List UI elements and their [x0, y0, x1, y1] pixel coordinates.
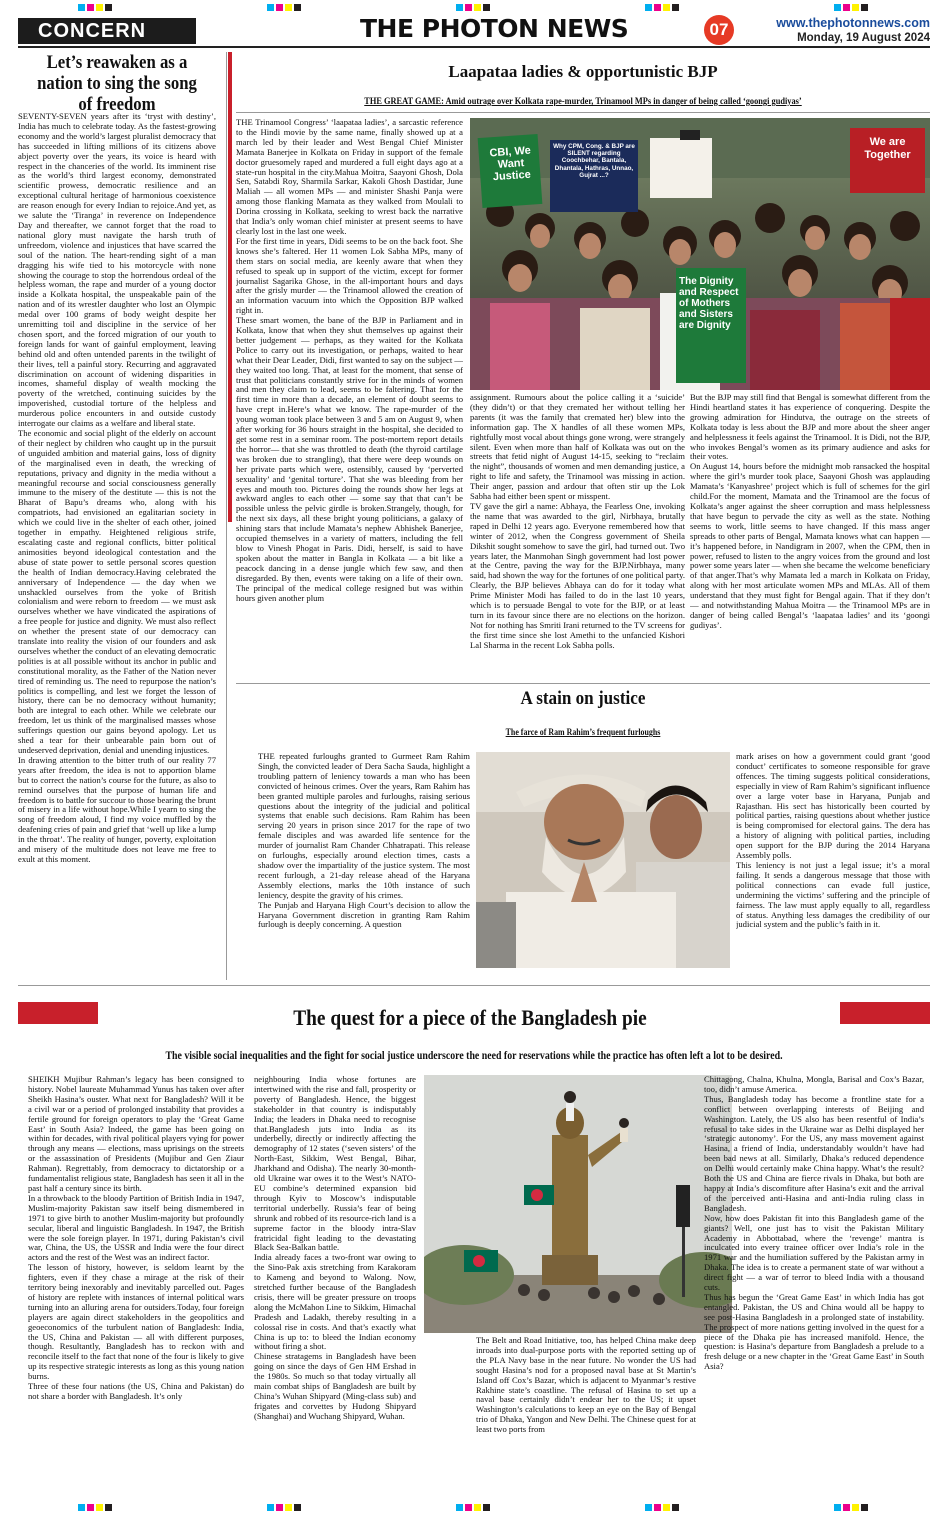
stain-column-1	[258, 752, 470, 972]
placard-cbi: CBI, We Want Justice	[489, 144, 532, 184]
masthead	[0, 12, 945, 48]
column-divider	[226, 52, 227, 980]
paragraph: neighbouring India whose fortunes are intertwined with the rise and fall, prosperity or poverty of Bangladesh. Hence, the biggest stakeholder in that country is indisputably India; the leaders in Dhaka need to recognise that.Bangladesh juts into India as its underbelly, directly or indirectly affecting the demography of 12 states (‘seven sisters’ of the North-East, Sikkim, West Bengal, Bihar, Jharkhand and Odisha). The nearly 30-month-old Ukraine war owes it to the West’s NATO-EU combine’s determined expansion bid through Kyiv to Moscow’s indisputable territorial underbelly. Russia’s fear of being shrunk and robbed of its resource-rich land is a supreme factor in the bloody intra-Slav fratricidal fight leading to the devastating Black Sea-Balkan battle.	[254, 1075, 416, 1253]
headline-accent-right	[840, 1002, 930, 1024]
editorial-freedom	[18, 52, 216, 980]
paragraph: The economic and social plight of the elderly on account of their neglect by children who caught up in the pursuit of unguided ambition and material gains, loss of dignity of the marginalised even in death, the wrecking of reputations, privacy and dignity in the media without a meaningful recourse and social consciousness generally immune to the misery of the destitute — this is not the Bharat of Bapu’s dreams who, along with his compatriots, had envisioned an egalitarian society in which we could live in the shelter of each other, joined together in empathy. Heightened religious strife, escalating caste and regional conflicts, bitter political animosities beyond ideological contestation and the abuse of state power to settle personal scores question the health of Indian democracy.Having celebrated the anniversary of Independence — the day when we unshackled ourselves from the yoke of British colonialism and were reborn to freedom — we must ask ourselves whether we have vindicated the aspirations of a free people for justice and dignity. We must also reflect on whether the present state of our democracy can translate into reality the vision of our founders and ask ourselves whether the conduct of an elevating democratic polities is at all possible without its anchor in public and constitutional morality, as the Father of the Nation never tired of reminding us. The need to repurpose the nation’s politics is compelling, and lest we forget the lesson of history, there can be no democracy without humanity; both are integral to each other. While we celebrate our freedom, let us think of the marginalised masses whose sufferings question our gains beyond apology. Let us shed a tear for their unbearable pain born out of undeserved deprivation, denial and unending injustices.	[18, 428, 216, 755]
section-rule	[236, 683, 930, 684]
stain-kicker: The farce of Ram Rahim’s frequent furloughs	[505, 727, 661, 737]
placard-silent: Why CPM, Cong. & BJP are SILENT regarding Coochbehar, Bantala, Dhantala, Hathras, Unnao, Gujrat ...?	[553, 143, 635, 179]
section-tab: CONCERN	[18, 18, 196, 44]
paragraph: The lesson of history, however, is seldom learnt by the fighters, even if they chase a mirage at the risk of their territory being inexorably and inevitably parcelled out. Pages of history are replete with instances of internal political wars turning into an alluring arena for outsiders.Today, four foreign players are again direct stakeholders in the geopolitics and geoeconomics of the turbulent nation of Bangladesh: India, the US, China and Pakistan — all with different purposes, though. Resultantly, Bangladesh has to reckon with and reconcile itself to the fact that none of the four is likely to give up its respective strategic interests as long as this young nation burns.	[28, 1262, 244, 1382]
paragraph: Three of these four nations (the US, China and Pakistan) do not share a border with Bangladesh. It’s only	[28, 1381, 244, 1401]
bangladesh-column-3	[476, 1336, 696, 1493]
statue-protest-photo	[424, 1075, 732, 1333]
placard-dignity: The Dignity and Respect of Mothers and Sisters are Dignity	[679, 276, 739, 331]
bangladesh-headline: The quest for a piece of the Bangladesh pie	[293, 1005, 647, 1030]
protest-march-photo	[470, 118, 930, 390]
newspaper-name: THE PHOTON NEWS	[360, 14, 629, 43]
bangladesh-column-2	[254, 1075, 416, 1493]
paragraph: Thus has begun the ‘Great Game East’ in which India has got entangled. Pakistan, the US and China would all be happy to see post-Hasina Bangladesh in a prolonged state of instability. The prospect of more nations getting involved in the quest for a piece of the Dhaka pie has increased manifold. Hence, the question: is Hasina’s departure from Bangladesh a prelude to a fresh deluge or a new chapter in the ‘Great Game East’ in South Asia?	[704, 1291, 924, 1372]
paragraph: THE Trinamool Congress’ ‘laapataa ladies’, a sarcastic reference to the Hindi movie by the same name, finally showed up at a march led by their leader and West Bengal Chief Minister Mamata Banerjee in Kolkata on Friday in support of the female doctor gruesomely raped and murdered a full eight days ago at a state-run hospital in the city.Mahua Moitra, Saayoni Ghosh, Dola Sen, Satabdi Roy, Sharmila Sarkar, Kakoli Ghosh Dastidar, June Maliah — all women MPs — and minister Shashi Panja were among those flanking Mamata as they walked from Moulali to Dorina crossing in Kolkata, seeking to wrest back the narrative that India’s only woman chief minister at present seems to have clearly lost in the last one week.	[236, 118, 463, 236]
placard-together: We are Together	[864, 136, 911, 161]
editorial-body	[18, 112, 216, 980]
bangladesh-column-1	[28, 1075, 244, 1493]
issue-date: Monday, 19 August 2024	[797, 32, 930, 44]
paragraph: SHEIKH Mujibur Rahman’s legacy has been consigned to history. Nobel laureate Muhammad Yunus has taken over after Sheikh Hasina’s ouster. What next for Bangladesh? Will it be a civil war or a period of prolonged instability that provides a fertile ground for foreign operators to play the ‘Great Game East’ in South Asia? Indeed, the game has been going on within for decades, with rival political players vying for power through any means — elections, mass uprisings on the streets or the assassination of Presidents (Mujibur and Gen Ziaur Rahman). Regrettably, from democracy to dictatorship or a fundamentalist religious state, Bangladesh has seen it all in the past half a century since its birth.	[28, 1075, 244, 1193]
page-rule	[18, 985, 930, 986]
paragraph: TV gave the girl a name: Abhaya, the Fearless One, invoking the name that was awarded to the girl, Nirbhaya, brutally raped in Delhi 12 years ago. Everyone remembered how that winter of 2012, when the Congress government of Sheila Dikshit sought somehow to save the girl, had turned out. Two years later, the Manmohan Singh government had lost power at the Centre, paving the way for the BJP.Nirbhaya, many said, had shown the way for the fortunes of one political party. Clearly, the BJP believes Abhaya can do for it today what Prime Minister Modi has failed to do in the last 10 years, which is to persuade Bengal to vote for the BJP, or at least turn in its favour since there are no elections on the horizon. Not for nothing has Smriti Irani returned to the TV screens for the first time since she lost Amethi to the unfancied Kishori Lal Sharma in the recent Lok Sabha polls.	[470, 500, 685, 650]
headline-accent-left	[18, 1002, 98, 1024]
stain-column-3	[736, 752, 930, 972]
paragraph: India already faces a two-front war owing to the Sino-Pak axis stretching from Karakoram to Kameng and beyond to Walong. Now, stretched further because of the Bangladesh crisis, there will be greater pressure on troops along the McMahon Line to Sikkim, Himachal Pradesh and Ladakh, thereby resulting in a colossal rise in costs. And that’s exactly what China is up to: to bleed the Indian economy without firing a shot.	[254, 1252, 416, 1352]
paragraph: On August 14, hours before the midnight mob ransacked the hospital where the girl’s murder took place, Saayoni Ghosh was applauding Mamata’s ‘Kanyashree’ project which is full of schemes for the girl child.For the moment, Mamata and the Trinamool are the focus of Kolkata’s anger against the sheer corruption and mass helplessness that have begun to pervade the city as well as the state. Nothing seems to work, little seems to have changed. If this mass anger spreads to other parts of Bengal, Mamata knows what can happen — it’s happened before, in Nandigram in 2007, when the CPM, then in power, refused to listen to the angry voices from the ground and lost power some years later — when she became the welcome beneficiary of that anger.That’s why Mamata led a march in Kolkata on Friday, along with her most articulate women MPs and MLAs. All of them understand that they must fight for Bengal again. That if they don’t — and notwithstanding Mahua Moitra — the Trinamool MPs are in danger of being called Bengal’s ‘laapataa ladies’ and its ‘goongi gudiyas’.	[690, 461, 930, 630]
bangladesh-column-4	[704, 1075, 924, 1493]
ram-rahim-photo	[476, 752, 730, 968]
registration-marks-bottom	[0, 1500, 945, 1514]
paragraph: THE repeated furloughs granted to Gurmeet Ram Rahim Singh, the convicted leader of Dera Sacha Sauda, highlight a troubling pattern of leniency towards a man who has been convicted of heinous crimes. Over the years, Ram Rahim has been granted multiple paroles and furloughs, raising serious questions about the integrity of the judicial and political systems that enable such decisions. Ram Rahim has been serving 20 years in prison since 2017 for the rape of two female disciples and was awarded life sentence for the murder of journalist Ram Chander Chhatrapati. This release on furloughs, especially around election times, casts a shadow over the impartiality of the justice system. The most recent furlough, a 21-day release ahead of the Haryana Assembly elections, marks the 10th instance of such leniency, despite the gravity of his crimes.	[258, 752, 470, 900]
paragraph: In a throwback to the bloody Partition of British India in 1947, Muslim-majority Pakistan saw itself being dismembered in 1971 to give birth to another Muslim-majority but profoundly secular, liberal and linguistic Bangladesh. In 1947, the British were the sole foreign player. In 1971, during Pakistan’s civil war, China, the US, the USSR and India were the four direct actors and the rest of the West was an indirect factor.	[28, 1192, 244, 1263]
laapataa-column-2	[470, 393, 685, 678]
paragraph: SEVENTY-SEVEN years after its ‘tryst with destiny’, India has much to celebrate today. As the fastest-growing economy and the world’s largest pluralist democracy that has succeeded in lifting millions of its citizens above abject poverty over the years, its voice is heard with respect in the chanceries of the world. Its imminent rise as the world’s third largest economy, demonstrated scientific prowess, democratic resilience and an exceptional cultural heritage of harmonious coexistence are reason enough for every Indian to rejoice.And yet, as we salute the ‘Tiranga’ in reverence on Independence Day and thereafter, we cannot forget that the road to national glory must navigate the harsh truth of unfreedom, violence and injustices that have scarred the soul of the nation. The heart-rending sight of a man dragging his wife tied to his motorcycle with none showing the courage to stop the horrendous ordeal of the helpless woman, the rape and murder of a young doctor inside a Kolkata hospital, the unspeakable pain of the nation and of its wrestler daughter who lost an Olympic medal over 100 grams of body weight despite her unremitting toil and discipline in the service of her chosen sport, and the forced migration of our youth to foreign lands for want of gainful employment, leaving behind old and often untended parents in the twilight of their lives, tell a painful story. Recurring and aggravated discrimination on account of widening disparities in incomes, shameful display of wealth mocking the poverty of the wretched, continuing suicides by the impoverished, custodial torture of the helpless and murderous police encounters in and outside custody interrogate our claims as a welfare and liberal state.	[18, 112, 216, 429]
masthead-rule	[18, 46, 930, 48]
paragraph: This leniency is not just a legal issue; it’s a moral failing. It sends a dangerous message that those with political connections can evade full justice, undermining the victims’ suffering and the principle of fairness. The law must apply equally to all, regardless of status. Anything less damages the credibility of our judicial system and the public’s faith in it.	[736, 859, 930, 930]
laapataa-kicker: THE GREAT GAME: Amid outrage over Kolkata rape-murder, Trinamool MPs in danger of being called ‘goongi gudiyas’	[364, 97, 802, 107]
paragraph: But the BJP may still find that Bengal is somewhat different from the Hindi heartland states it has experience of conquering. Despite the growing admiration for Hindutva, the outrage on the streets of Kolkata today is less about the BJP and more about the sheer anger and helplessness it feels against the Trinamool. It is Didi, not the BJP, who invokes Bengal’s women as its primary audience and asks for their votes.	[690, 393, 930, 462]
paragraph: Thus, Bangladesh today has become a frontline state for a conflict between overlapping interests of Beijing and Washington. Lately, the US also has been resentful of India’s refusal to take sides in the Ukraine war as Delhi displayed her ‘strategic autonomy’. For the US, any mass movement against Hasina, a friend of India, understandably wouldn’t have had been bad news at all. Similarly, Dhaka’s reduced dependence on Delhi would certainly make China happy. What’s the result? Both the US and China are fierce rivals in Dhaka, but both are happy at India’s discomfiture after Hasina’s exit and the arrival of the perceived anti-Hasina and anti-India ruling class in Bangladesh.	[704, 1093, 924, 1213]
paragraph: The Punjab and Haryana High Court’s decision to allow the Haryana Government discretion in granting Ram Rahim furlough is deeply concerning. A question	[258, 899, 470, 930]
paragraph: These smart women, the bane of the BJP in Parliament and in Kolkata, know that when they shut themselves up against their better judgement — perhaps, as they waited for the Kolkata Police to carry out its investigation, or perhaps, waited to hear what their Dear Leader, Didi, first wanted to say on the subject — they waited too long. That, at least for the moment, that sense of trust that politicians constantly strive for in the minds of women and men they claim to lead, seems to be faltering. That for the first time in more than a decade, an element of doubt seems to have crept in.Here’s what we know. The rape-murder of the young woman took place between 3 and 5 am on August 9, when after working for 36 hours straight in the hospital, she decided to get some rest in a seminar room. The post-mortem report details the horror— that she was throttled to death (the thyroid cartilage was broken due to strangling), that there were deep wounds on her private parts which were, ostensibly, caused by ‘perverted sexuality’ and ‘genital torture’. That she was bleeding from her eyes and mouth too. Pictures doing the rounds show her legs at awkward angles to each other — some say that that can’t be possible unless the pelvic girdle is broken.Strangely, though, for the next six days, all these bright young politicians, a galaxy of shining stars that include Mamata’s nephew Abhishek Banerjee, occupied themselves in a variety of matters, including the fell blow to Vinesh Phogat in Paris. Didi, herself, is said to have spoken about the matter in Bangla in Kolkata — a bit like a peacock dancing in a dense jungle which few saw, and then disregarded. By then, events were taking on a life of their own. The principal of the medical college resigned but was within hours given another plum	[236, 315, 463, 603]
laapataa-column-3	[690, 393, 930, 678]
bangladesh-kicker: The visible social inequalities and the fight for social justice underscore the need for reservations while the practice has often left a lot to be desired.	[165, 1050, 783, 1062]
paragraph: Now, how does Pakistan fit into this Bangladesh game of the giants? Well, one just has to visit the Pakistan Military Academy in Abbottabad, where the ‘revenge’ mantra is inculcated into every trainee officer over India’s role in the 1971 war and the humiliation suffered by the Pakistan army in Dhaka. The idea is to create a permanent state of war without a direct fight — a war of terror to bleed India with a thousand cuts.	[704, 1212, 924, 1293]
accent-bar	[228, 52, 232, 522]
laapataa-column-1	[236, 118, 463, 678]
paragraph: mark arises on how a government could grant ‘good conduct’ certificates to someone responsible for grave offences. The timing suggests political considerations, especially in view of Ram Rahim’s significant influence over a large voter base in Haryana, Punjab and Rajasthan. His sect has historically been courted by political parties, raising questions about whether justice is being compromised for electoral gains. The dera has a history of aligning with political parties, including open support for the BJP during the 2014 Haryana Assembly polls.	[736, 752, 930, 861]
headline-rule	[236, 112, 930, 113]
page-number-badge: 07	[704, 15, 734, 45]
paragraph: For the first time in years, Didi seems to be on the back foot. She knows she’s faltered. Her 11 women Lok Sabha MPs, many of them stars on social media, are keenly aware that when they refused to speak up in support of the victim, except for former journalist Sagarika Ghose, in the all-important hours and days after the grisly murder — the Trinamool allowed the creation of an information vacuum into which the Opposition BJP walked right in.	[236, 235, 463, 316]
stain-headline: A stain on justice	[520, 688, 646, 709]
paragraph: The Belt and Road Initiative, too, has helped China make deep inroads into dual-purpose ports with the reported setting up of the PLA Navy base in the near future. No wonder the US had sought Hasina’s nod for a proposed naval base at St Martin’s Island off Cox’s Bazar, which is adjacent to Myanmar’s restive Rakhine state’s coastline. The refusal of Hasina to set up a naval base certainly didn’t endear her to the US; it upset Washington’s calculations to keep an eye on the Bay of Bengal trio of Dhaka, Yangon and New Delhi. The Chinese quest for at least two ports from	[476, 1336, 696, 1435]
editorial-headline: Let’s reawaken as a nation to sing the song of freedom	[37, 52, 197, 115]
paragraph: In drawing attention to the bitter truth of our reality 77 years after freedom, the idea is not to apportion blame but to correct the nation’s course for the future, as also to remind ourselves that the purpose of human life and freedom is to battle for succour to those bearing the brunt of misery in a life without hope.While I yearn to sing the song of freedom aloud, I find my voice muffled by the deafening cries of pain and grief that ‘well up like a lump in the throat’. The reality of hunger, poverty, exploitation and misery of the multitude does not leave me free to exult at this moment.	[18, 754, 216, 864]
paragraph: assignment. Rumours about the police calling it a ‘suicide’ (they didn’t) or that they cremated her without telling her parents (it was the family that cremated her) blew into the information gap. The X handles of all these women MPs, rightfully most vocal about things gone wrong, were strangely silent. Even when more than half of Kolkata was out on the streets that fetid night of August 14-15, seeking to “reclaim the night”, thousands of women and men demanding justice, a right to life and safety, the Trinamool was missing in action. Their anger, passion and ardour that often stir up the Lok Sabha had either been spent or misspent.	[470, 393, 685, 502]
website-link[interactable]: www.thephotonnews.com	[776, 16, 930, 30]
laapataa-headline: Laapataa ladies & opportunistic BJP	[448, 62, 718, 81]
paragraph: Chittagong, Chalna, Khulna, Mongla, Barisal and Cox’s Bazar, too, didn’t amuse America.	[704, 1075, 924, 1094]
paragraph: Chinese stratagems in Bangladesh have been going on since the days of Gen HM Ershad in the 1980s. So much so that today virtually all main combat ships of Bangladesh are built by China’s Wuhan Shipyard (Ming-class sub) and frigates and corvettes by Hudong Shipyard (Shanghai) and Wuchang Shipyard, Wuhan.	[254, 1351, 416, 1421]
